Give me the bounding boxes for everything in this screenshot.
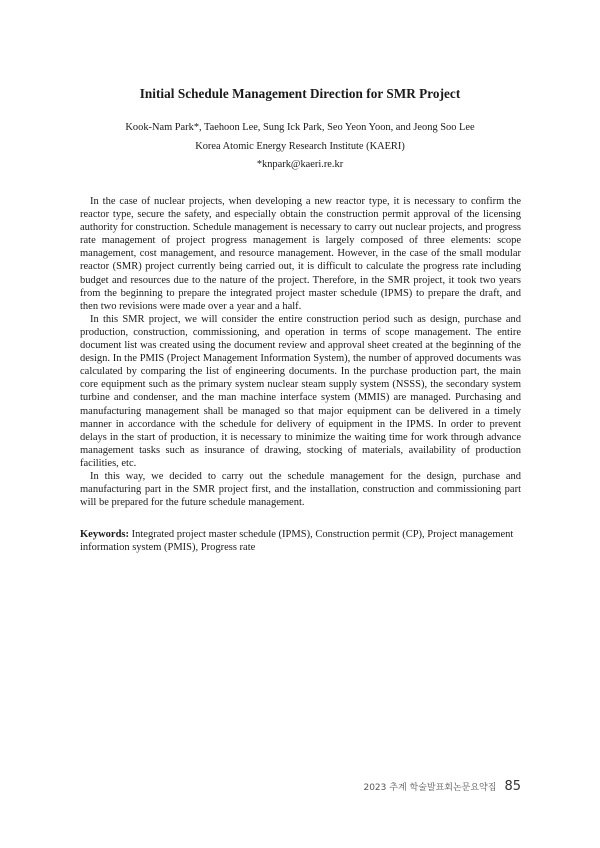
paragraph-2: In this SMR project, we will consider the entire construction period such as design, purchase and production, construction, commissioning, and operation in terms of scope management. The entire document list was created using the document review and approval sheet created at the beginning of the design. In the PMIS (Project Management Information System), the number of approved documents was calculated by comparing the list of engineering documents. In the purchase production part, the main core equipment such as the primary system nuclear steam supply system (NSSS), the secondary system turbine and condenser, and the man machine interface system (MMIS) are managed. Purchasing and manufacturing management shall be managed so that major equipment can be delivered in a timely manner in accordance with the schedule for delivery of equipment in the IPMS. In order to prevent delays in the start of production, it is necessary to minimize the waiting time for work through advance management tasks such as insurance of drawing, stocking of materials, availability of production facilities, etc. [80,313,521,469]
paragraph-1: In the case of nuclear projects, when developing a new reactor type, it is necessary to confirm the reactor type, secure the safety, and especially obtain the construction permit approval of the licensing authority for construction. Schedule management is necessary to carry out nuclear projects, and progress rate management of project progress management is largely composed of three elements: scope management, cost management, and resource management. However, in the case of the small modular reactor (SMR) project currently being carried out, it is difficult to calculate the progress rate including budget and resources due to the nature of the project. Therefore, in the SMR project, it took two years from the beginning to prepare the integrated project master schedule (IPMS) to prepare the draft, and then two revisions were made over a year and a half. [80,196,521,312]
author-list: Kook-Nam Park*, Taehoon Lee, Sung Ick Park, Seo Yeon Yoon, and Jeong Soo Lee [125,122,475,133]
page-number: 85 [504,779,521,794]
page-footer [363,779,521,794]
paragraph-3: In this way, we decided to carry out the schedule management for the design, purchase and manufacturing part in the SMR project first, and the installation, construction and commissioning part will be prepared for the future schedule management. [80,470,521,509]
affiliation: Korea Atomic Energy Research Institute (KAERI) [195,141,405,152]
corresponding-email: *knpark@kaeri.re.kr [256,159,344,170]
abstract-body [80,195,521,509]
proceedings-title: 2023 추계 학술발표회논문요약집 [363,783,497,793]
keywords-label: Keywords: [80,529,129,540]
paper-title: Initial Schedule Management Direction for SMR Project [139,86,461,101]
keywords-section [80,528,521,555]
keywords-text: Integrated project master schedule (IPMS), Construction permit (CP), Project management information system (PMIS), Progress rate [80,529,514,554]
